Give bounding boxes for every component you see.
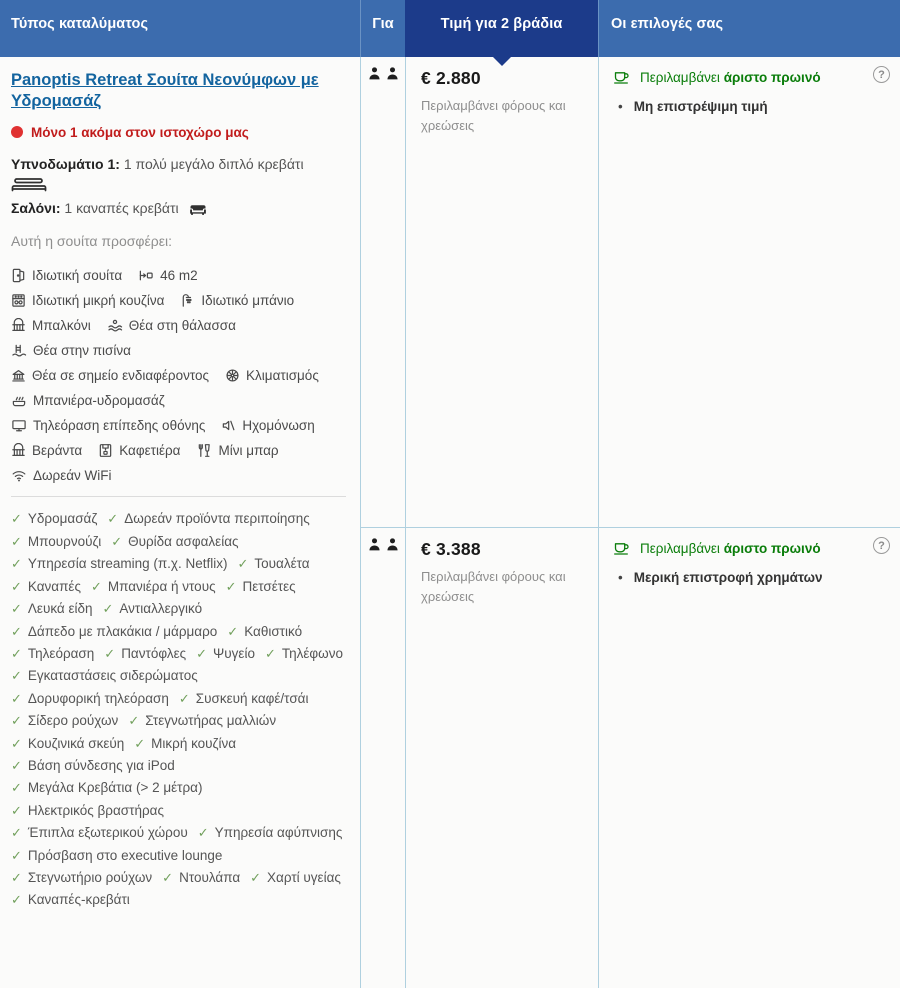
person-icon [367,537,382,552]
feature-label: Υδρομασάζ [27,511,98,527]
feature-label: Καναπές [27,578,81,594]
sofa-bed-icon [188,201,208,216]
checkmark-icon: ✓ [90,578,102,594]
column-header-your-choices: Οι επιλογές σας [598,0,900,57]
red-dot-icon [11,126,23,138]
amenity-coffee-machine [98,443,180,458]
feature-line [11,845,348,867]
feature-item [226,576,296,598]
checkmark-icon: ✓ [134,735,146,751]
feature-label: Λευκά είδη [27,601,93,617]
feature-item [198,822,343,844]
feature-item [134,733,236,755]
feature-item [111,531,238,553]
feature-label: Τουαλέτα [254,556,310,572]
feature-item [11,845,222,867]
feature-item [11,710,118,732]
feature-label: Υπηρεσία αφύπνισης [214,825,343,841]
feature-label: Κουζινικά σκεύη [27,735,125,751]
checkmark-icon: ✓ [237,556,249,572]
breakfast-cup-icon [612,540,631,556]
feature-label: Αντιαλλεργικό [119,601,203,617]
feature-label: Δορυφορική τηλεόραση [27,690,169,706]
balcony-icon [11,318,26,333]
column-header-price-selected: Τιμή για 2 βράδια [405,0,598,57]
suite-offers-heading: Αυτή η σουίτα προσφέρει: [11,233,172,250]
rate-policy-line [612,570,886,585]
feature-item [196,643,255,665]
feature-line [11,733,348,755]
flatscreen-tv-icon [11,418,27,433]
feature-line [11,621,348,643]
feature-item [11,733,124,755]
checkmark-icon: ✓ [197,825,209,841]
feature-item [162,867,240,889]
feature-label: Καναπές-κρεβάτι [27,892,130,908]
feature-line [11,800,348,822]
feature-line [11,643,348,665]
checkmark-icon: ✓ [104,645,116,661]
room-description-cell [0,57,360,988]
feature-label: Υπηρεσία streaming (π.χ. Netflix) [27,556,228,572]
features-checklist [11,508,348,911]
living-room-label: Σαλόνι: [11,200,61,217]
living-room-info [11,200,348,216]
feature-label: Μπουρνούζι [27,533,102,549]
amenity-line [11,418,348,433]
feature-label: Καθιστικό [244,623,303,639]
price-taxes-note: Περιλαμβάνει φόρους και χρεώσεις [421,569,566,604]
checkmark-icon: ✓ [11,511,22,527]
amenity-line [11,318,348,333]
amenity-private-bathroom [180,293,294,308]
feature-label: Πετσέτες [242,578,296,594]
checkmark-icon: ✓ [11,556,22,572]
feature-label: Στεγνωτήρας μαλλιών [145,713,277,729]
amenity-label: Θέα σε σημείο ενδιαφέροντος [32,368,210,384]
amenity-pool-view [11,343,131,358]
checkmark-icon: ✓ [11,578,22,594]
living-room-value: 1 καναπές κρεβάτι [64,200,179,217]
checkmark-icon: ✓ [11,735,22,751]
occupancy-cell-rate2 [360,527,405,988]
feature-item [11,777,202,799]
landmark-view-icon [11,368,26,383]
feature-item [11,531,101,553]
amenity-label: Ηχομόνωση [242,418,315,434]
feature-line [11,531,348,553]
wifi-icon [11,468,27,483]
amenity-minibar [196,443,278,458]
amenities-divider [11,496,346,497]
checkmark-icon: ✓ [196,645,208,661]
amenity-line [11,393,348,408]
feature-line [11,576,348,598]
amenity-label: Τηλεόραση επίπεδης οθόνης [33,418,206,434]
help-question-icon[interactable]: ? [873,66,890,83]
checkmark-icon: ✓ [225,578,237,594]
checkmark-icon: ✓ [264,645,276,661]
checkmark-icon: ✓ [250,869,262,885]
feature-item [104,643,186,665]
amenity-flatscreen-tv [11,418,205,433]
feature-item [238,553,310,575]
occupancy-icons [367,537,400,552]
private-bathroom-icon [180,293,195,308]
sea-view-icon [107,318,123,333]
feature-item [11,508,97,530]
bedroom-label: Υπνοδωμάτιο 1: [11,155,120,172]
price-amount: € 3.388 [421,539,481,559]
checkmark-icon: ✓ [11,869,22,885]
checkmark-icon: ✓ [11,713,22,729]
pool-view-icon [11,343,27,358]
feature-item [11,822,188,844]
amenity-label: 46 m2 [160,268,198,284]
person-icon [367,66,382,81]
amenity-label: Θέα στη θάλασσα [128,318,236,334]
amenity-label: Μίνι μπαρ [218,443,279,459]
terrace-icon [11,443,26,458]
occupancy-icons [367,66,400,81]
feature-item [179,688,309,710]
amenity-line [11,293,348,308]
feature-line [11,665,348,687]
checkmark-icon: ✓ [11,780,22,796]
breakfast-cup-icon [612,69,631,85]
breakfast-included-line [612,69,886,85]
feature-item [103,598,203,620]
bedroom-info [11,155,348,194]
amenity-kitchenette [11,293,164,308]
feature-label: Έπιπλα εξωτερικού χώρου [27,825,188,841]
choices-cell-rate1 [598,57,900,527]
checkmark-icon: ✓ [11,802,22,818]
coffee-machine-icon [98,443,113,458]
private-suite-icon [11,268,26,283]
feature-label: Μπανιέρα ή ντους [107,578,216,594]
feature-line [11,508,348,530]
checkmark-icon: ✓ [11,533,22,549]
scarcity-warning [11,125,348,140]
feature-item [11,665,198,687]
feature-label: Βάση σύνδεσης για iPod [27,757,175,773]
minibar-icon [196,443,212,458]
feature-item [11,889,130,911]
room-title-link[interactable]: Panoptis Retreat Σουίτα Νεονύμφων με Υδρομασάζ [11,71,319,111]
feature-item [91,576,216,598]
feature-line [11,867,348,889]
checkmark-icon: ✓ [11,601,22,617]
amenity-balcony [11,318,91,333]
feature-label: Δωρεάν προϊόντα περιποίησης [124,511,310,527]
hot-tub-icon [11,393,27,408]
checkmark-icon: ✓ [11,668,22,684]
feature-label: Ντουλάπα [179,869,241,885]
amenity-line [11,343,348,358]
amenity-line [11,368,348,383]
checkmark-icon: ✓ [227,623,239,639]
checkmark-icon: ✓ [102,601,114,617]
amenity-landmark-view [11,368,209,383]
person-icon [385,537,400,552]
amenity-label: Βεράντα [32,443,83,459]
amenity-label: Μπαλκόνι [32,318,91,334]
column-header-room-type: Τύπος καταλύματος [0,0,360,57]
kitchenette-icon [11,293,26,308]
checkmark-icon: ✓ [11,623,22,639]
feature-item [11,598,93,620]
bedroom-value: 1 πολύ μεγάλο διπλό κρεβάτι [123,155,304,172]
breakfast-text: Περιλαμβάνει άριστο πρωινό [640,69,821,85]
amenity-room-size [138,268,198,283]
feature-item [11,576,81,598]
bullet-point: • [618,570,623,585]
bullet-point: • [618,99,623,114]
checkmark-icon: ✓ [11,892,22,908]
feature-line [11,688,348,710]
checkmark-icon: ✓ [11,690,22,706]
checkmark-icon: ✓ [178,690,190,706]
checkmark-icon: ✓ [162,869,174,885]
double-bed-icon [11,176,348,193]
feature-label: Εγκαταστάσεις σιδερώματος [27,668,198,684]
checkmark-icon: ✓ [128,713,140,729]
feature-item [11,867,152,889]
amenity-wifi [11,468,112,483]
feature-item [11,643,94,665]
feature-item [227,621,302,643]
checkmark-icon: ✓ [11,825,22,841]
feature-item [107,508,309,530]
price-taxes-note: Περιλαμβάνει φόρους και χρεώσεις [421,98,566,133]
price-cell-rate2 [405,527,598,988]
feature-line [11,710,348,732]
rate-policy-line [612,99,886,114]
price-cell-rate1 [405,57,598,527]
amenity-label: Ιδιωτική μικρή κουζίνα [32,293,165,309]
amenity-label: Ιδιωτικό μπάνιο [201,293,295,309]
feature-label: Παντόφλες [121,645,187,661]
feature-label: Πρόσβαση στο executive lounge [27,847,223,863]
amenities-list [11,268,348,483]
checkmark-icon: ✓ [11,757,22,773]
amenity-line [11,443,348,458]
feature-label: Τηλέφωνο [281,645,343,661]
price-amount: € 2.880 [421,68,481,88]
scarcity-text: Μόνο 1 ακόμα στον ιστοχώρο μας [31,124,249,140]
feature-label: Μεγάλα Κρεβάτια (> 2 μέτρα) [27,780,203,796]
breakfast-text: Περιλαμβάνει άριστο πρωινό [640,540,821,556]
amenity-air-conditioning [225,368,319,383]
person-icon [385,66,400,81]
feature-item [11,755,175,777]
feature-item [11,688,169,710]
room-size-icon [138,268,154,283]
checkmark-icon: ✓ [11,645,22,661]
checkmark-icon: ✓ [107,511,119,527]
feature-label: Συσκευή καφέ/τσάι [195,690,309,706]
checkmark-icon: ✓ [111,533,123,549]
amenity-sea-view [107,318,236,333]
feature-line [11,822,348,844]
feature-label: Τηλεόραση [27,645,95,661]
amenity-label: Θέα στην πισίνα [33,343,131,359]
amenity-label: Ιδιωτική σουίτα [32,268,123,284]
amenity-label: Δωρεάν WiFi [33,468,112,484]
help-question-icon[interactable]: ? [873,537,890,554]
feature-line [11,777,348,799]
feature-label: Ηλεκτρικός βραστήρας [27,802,164,818]
feature-item [11,621,217,643]
amenity-hot-tub [11,393,165,408]
feature-line [11,889,348,911]
amenity-soundproof [221,418,314,433]
feature-line [11,553,348,575]
policy-text: Μη επιστρέψιμη τιμή [633,99,768,114]
feature-line [11,755,348,777]
amenity-label: Καφετιέρα [119,443,181,459]
feature-item [11,800,164,822]
amenity-line [11,468,348,483]
feature-line [11,598,348,620]
amenity-label: Μπανιέρα-υδρομασάζ [33,393,165,409]
feature-label: Μικρή κουζίνα [151,735,237,751]
column-header-occupancy: Για [360,0,405,57]
feature-item [250,867,341,889]
feature-label: Δάπεδο με πλακάκια / μάρμαρο [27,623,218,639]
soundproof-icon [221,418,236,433]
feature-label: Θυρίδα ασφαλείας [128,533,239,549]
amenity-line [11,268,348,283]
breakfast-included-line [612,540,886,556]
feature-item [128,710,276,732]
policy-text: Μερική επιστροφή χρημάτων [633,570,823,585]
feature-label: Ψυγείο [213,645,255,661]
feature-label: Χαρτί υγείας [267,869,341,885]
amenity-terrace [11,443,82,458]
choices-cell-rate2 [598,527,900,988]
occupancy-cell-rate1 [360,57,405,527]
checkmark-icon: ✓ [11,847,22,863]
feature-label: Στεγνωτήριο ρούχων [27,869,153,885]
air-conditioning-icon [225,368,240,383]
feature-item [11,553,228,575]
amenity-private-suite [11,268,122,283]
feature-label: Σίδερο ρούχων [27,713,119,729]
amenity-label: Κλιματισμός [246,368,319,384]
feature-item [265,643,343,665]
